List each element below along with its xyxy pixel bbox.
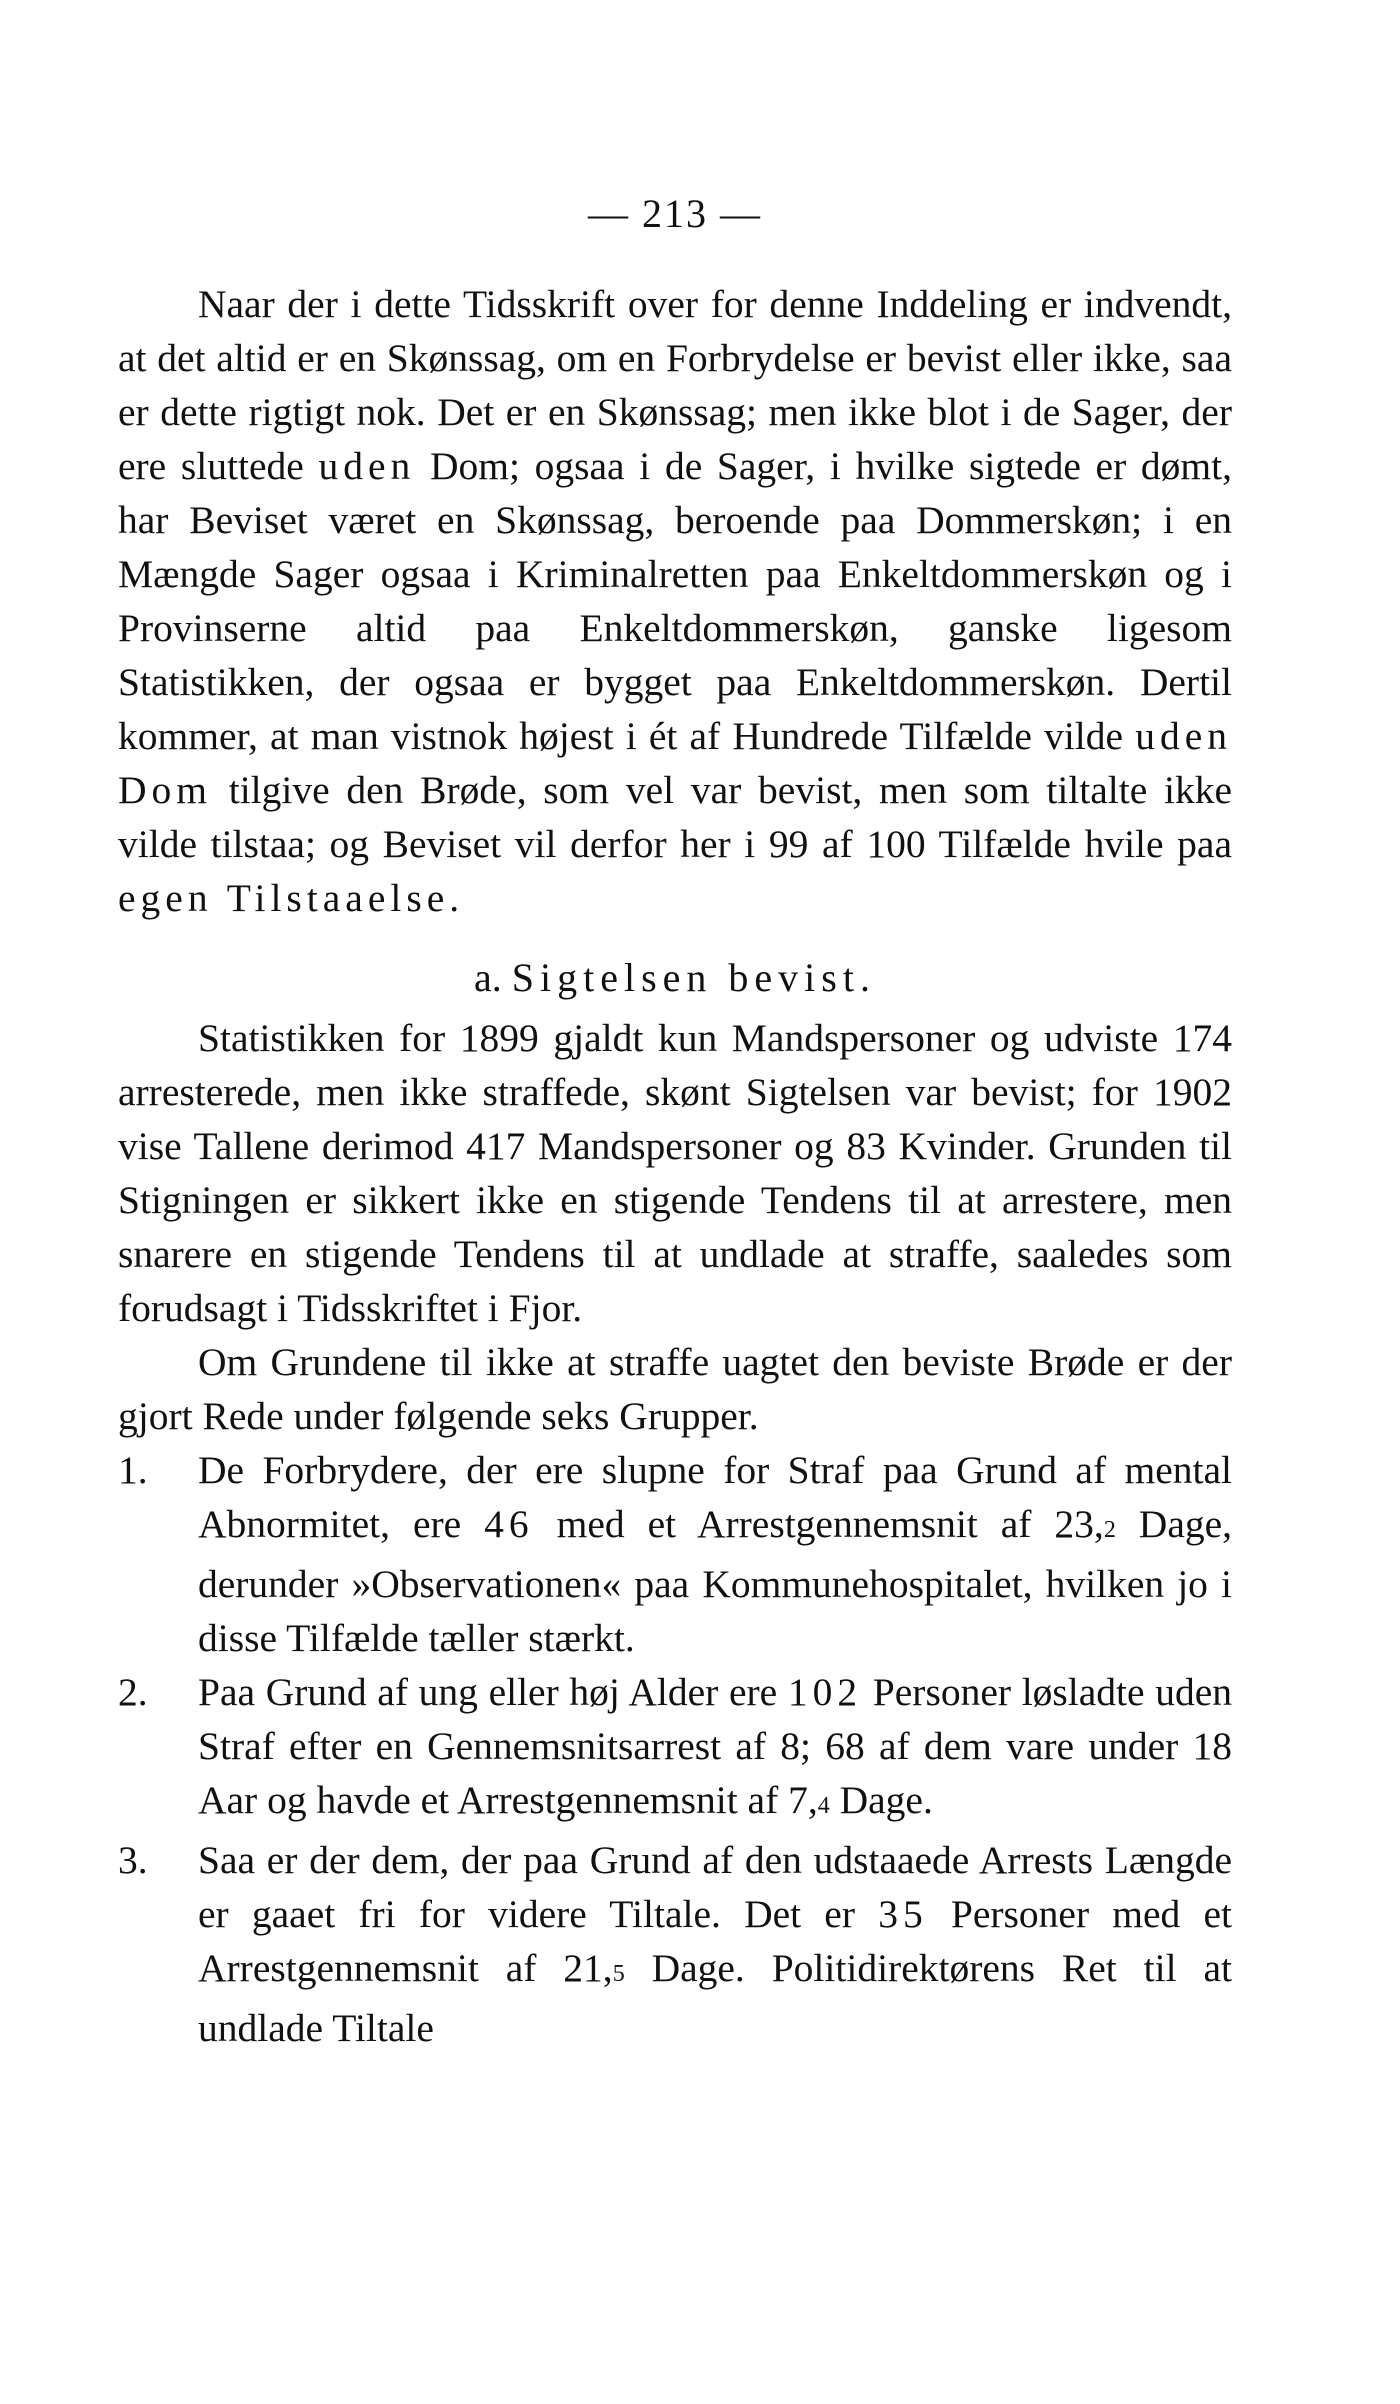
list-item-text-b: Personer med et Arrestgennemsnit af 21, — [198, 1892, 1232, 1990]
section-heading-title: Sigtelsen bevist. — [511, 955, 876, 1000]
paragraph-intro-part1: Naar der i dette Tidsskrift over for denne Inddeling er indvendt, at det altid er en Skønssag, om en Forbrydelse er bevist eller ikke, saa er dette rigtigt nok. Det er en Skønssag; men ikke blot i de Sager, der ere sluttede — [118, 282, 1232, 488]
list-item-decimal: 4 — [817, 1793, 830, 1819]
paragraph-intro-part2: Dom; ogsaa i de Sager, i hvilke sigtede er dømt, har Beviset været en Skønssag, beroende paa Dommerskøn; i en Mængde Sager ogsaa i Kriminalretten paa Enkeltdommerskøn og i Provinserne altid paa Enkeltdommerskøn, ganske ligesom Statistikken, der ogsaa er bygget paa Enkeltdommerskøn. Dertil kommer, at man vistnok højest i ét af Hundrede Tilfælde vilde — [118, 444, 1233, 758]
list-item-decimal: 5 — [612, 1961, 625, 1987]
emphasis-uden-dom: uden Dom — [118, 714, 1232, 812]
section-heading — [118, 951, 1232, 1005]
emphasis-uden: uden — [318, 444, 416, 488]
list-item-decimal: 2 — [1103, 1517, 1116, 1543]
page-number: — 213 — — [588, 191, 762, 236]
list-item-text — [198, 1833, 1232, 2055]
page-body — [118, 190, 1232, 2055]
list-item — [118, 1833, 1232, 2055]
list-item-number: 2. — [118, 1670, 148, 1714]
paragraph-statistics: Statistikken for 1899 gjaldt kun Mandspersoner og udviste 174 arresterede, men ikke straffede, skønt Sigtelsen var bevist; for 1902 vise Tallene derimod 417 Mandspersoner og 83 Kvinder. Grunden til Stigningen er sikkert ikke en stigende Tendens til at arrestere, men snarere en stigende Tendens til at undlade at straffe, saaledes som forudsagt i Tidsskriftet i Fjor. — [118, 1016, 1232, 1330]
list-item-text-c: Dage. Politidirektørens Ret til at undlade Tiltale — [198, 1946, 1232, 2050]
list-item-count: 46 — [484, 1502, 534, 1546]
section-heading-letter: a. — [474, 955, 502, 1000]
list-item-text-a: Saa er der dem, der paa Grund af den udstaaede Arrests Længde er gaaet fri for videre Tiltale. Det er — [198, 1838, 1232, 1936]
paragraph-groups-intro: Om Grundene til ikke at straffe uagtet den beviste Brøde er der gjort Rede under følgende seks Grupper. — [118, 1340, 1232, 1438]
list-item-text-a: Paa Grund af ung eller høj Alder ere — [198, 1670, 788, 1714]
list-item — [118, 1665, 1232, 1833]
list-item-text-c: Dage. — [829, 1778, 933, 1822]
list-item-text — [198, 1443, 1232, 1665]
paragraph-intro-part4: . — [449, 876, 460, 920]
list-item-count: 102 — [787, 1670, 863, 1714]
paragraph-intro — [118, 277, 1232, 925]
paragraph-intro-part3: tilgive den Brøde, som vel var bevist, men som tiltalte ikke vilde tilstaa; og Beviset vil derfor her i 99 af 100 Tilfælde hvile paa — [118, 768, 1232, 866]
emphasis-egen-tilstaaelse: egen Tilstaaelse — [118, 876, 450, 920]
list-item-number: 1. — [118, 1448, 148, 1492]
list-item-count: 35 — [878, 1892, 928, 1936]
list-item-text-b: med et Arrestgennemsnit af 23, — [533, 1502, 1104, 1546]
list-item-text — [198, 1665, 1232, 1833]
list-item-text-a: De Forbrydere, der ere slupne for Straf paa Grund af mental Abnormitet, ere — [198, 1448, 1232, 1546]
list-item — [118, 1443, 1232, 1665]
list-item-number: 3. — [118, 1838, 148, 1882]
list-item-text-c: Dage, derunder »Observationen« paa Kommunehospitalet, hvilken jo i disse Tilfælde tæller stærkt. — [198, 1502, 1233, 1660]
list-item-text-b: Personer løsladte uden Straf efter en Gennemsnitsarrest af 8; 68 af dem vare under 18 Aar og havde et Arrestgennemsnit af 7, — [198, 1670, 1233, 1822]
